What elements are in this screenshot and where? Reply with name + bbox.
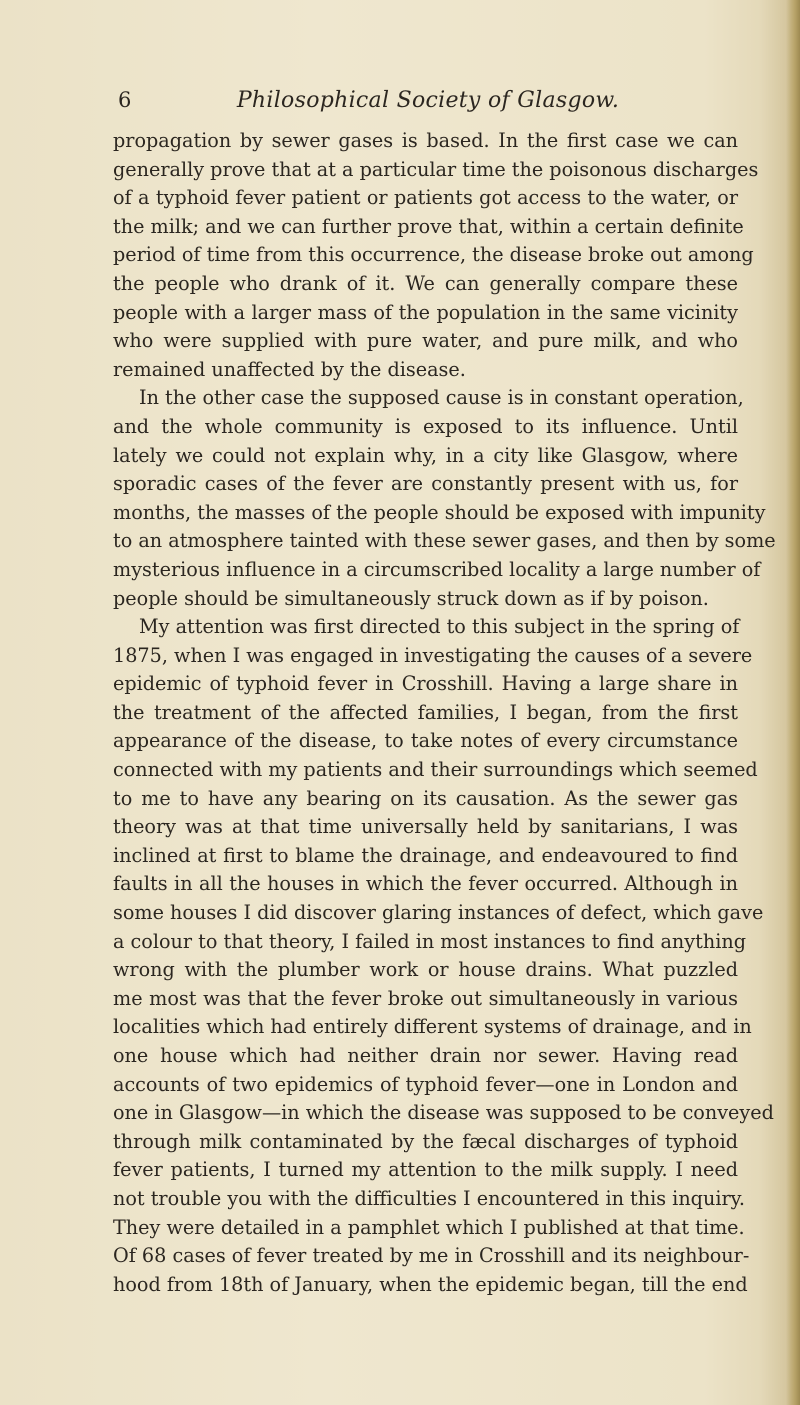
text-line: 1875, when I was engaged in investigating the causes of a severe <box>113 643 753 667</box>
text-line: and the whole community is exposed to its influence. Until <box>113 414 738 438</box>
page-header <box>118 88 738 124</box>
text-line: sporadic cases of the fever are constantly present with us, for <box>113 472 738 496</box>
text-line: to an atmosphere tainted with these sewer gases, and then by some <box>113 529 776 553</box>
text-line: people with a larger mass of the population in the same vicinity <box>113 300 738 324</box>
text-line: accounts of two epidemics of typhoid fever—one in London and <box>113 1072 738 1096</box>
text-line: a colour to that theory, I failed in most instances to find anything <box>113 929 746 953</box>
text-line: In the other case the supposed cause is in constant operation, <box>139 386 744 410</box>
text-line: inclined at first to blame the drainage, and endeavoured to find <box>113 843 738 867</box>
text-line: the treatment of the affected families, I began, from the first <box>113 700 738 724</box>
text-line: theory was at that time universally held by sanitarians, I was <box>113 815 738 839</box>
text-line: to me to have any bearing on its causation. As the sewer gas <box>113 786 738 810</box>
text-line: who were supplied with pure water, and pure milk, and who <box>113 329 738 353</box>
text-line: some houses I did discover glaring instances of defect, which gave <box>113 901 764 925</box>
text-line: the milk; and we can further prove that, within a certain definite <box>113 214 744 238</box>
text-line: epidemic of typhoid fever in Crosshill. Having a large share in <box>113 672 738 696</box>
text-line: one house which had neither drain nor sewer. Having read <box>113 1044 738 1067</box>
text-line: months, the masses of the people should be exposed with impunity <box>113 500 766 524</box>
text-line: hood from 18th of January, when the epidemic began, till the end <box>113 1272 748 1296</box>
text-line: of a typhoid fever patient or patients got access to the water, or <box>113 186 738 210</box>
text-line: one in Glasgow—in which the disease was supposed to be conveyed <box>113 1101 774 1125</box>
text-line: connected with my patients and their surroundings which seemed <box>113 758 758 782</box>
text-line: propagation by sewer gases is based. In the first case we can <box>113 129 738 152</box>
text-line: localities which had entirely different systems of drainage, and in <box>113 1015 752 1039</box>
body-text <box>113 127 776 1299</box>
running-title: Philosophical Society of Glasgow. <box>236 88 620 113</box>
text-line: generally prove that at a particular time the poisonous discharges <box>113 157 759 181</box>
text-line: me most was that the fever broke out simultaneously in various <box>113 986 738 1010</box>
text-line: My attention was first directed to this subject in the spring of <box>139 615 740 639</box>
text-line: appearance of the disease, to take notes of every circumstance <box>113 729 738 753</box>
text-line: not trouble you with the difficulties I encountered in this inquiry. <box>113 1186 746 1210</box>
text-line: fever patients, I turned my attention to the milk supply. I need <box>113 1158 738 1182</box>
text-line: lately we could not explain why, in a city like Glasgow, where <box>113 443 738 467</box>
text-line: Of 68 cases of fever treated by me in Crosshill and its neighbour- <box>113 1244 750 1268</box>
text-line: wrong with the plumber work or house drains. What puzzled <box>113 958 738 982</box>
text-line: people should be simultaneously struck down as if by poison. <box>113 586 709 610</box>
page-number: 6 <box>118 88 132 112</box>
text-line: through milk contaminated by the fæcal discharges of typhoid <box>113 1129 738 1153</box>
text-line: remained unaffected by the disease. <box>113 357 466 381</box>
text-line: faults in all the houses in which the fever occurred. Although in <box>113 872 738 896</box>
text-line: period of time from this occurrence, the disease broke out among <box>113 243 754 267</box>
text-line: They were detailed in a pamphlet which I published at that time. <box>113 1215 745 1239</box>
text-line: the people who drank of it. We can generally compare these <box>113 271 738 295</box>
text-line: mysterious influence in a circumscribed locality a large number of <box>113 557 761 581</box>
page-edge <box>786 0 800 1405</box>
